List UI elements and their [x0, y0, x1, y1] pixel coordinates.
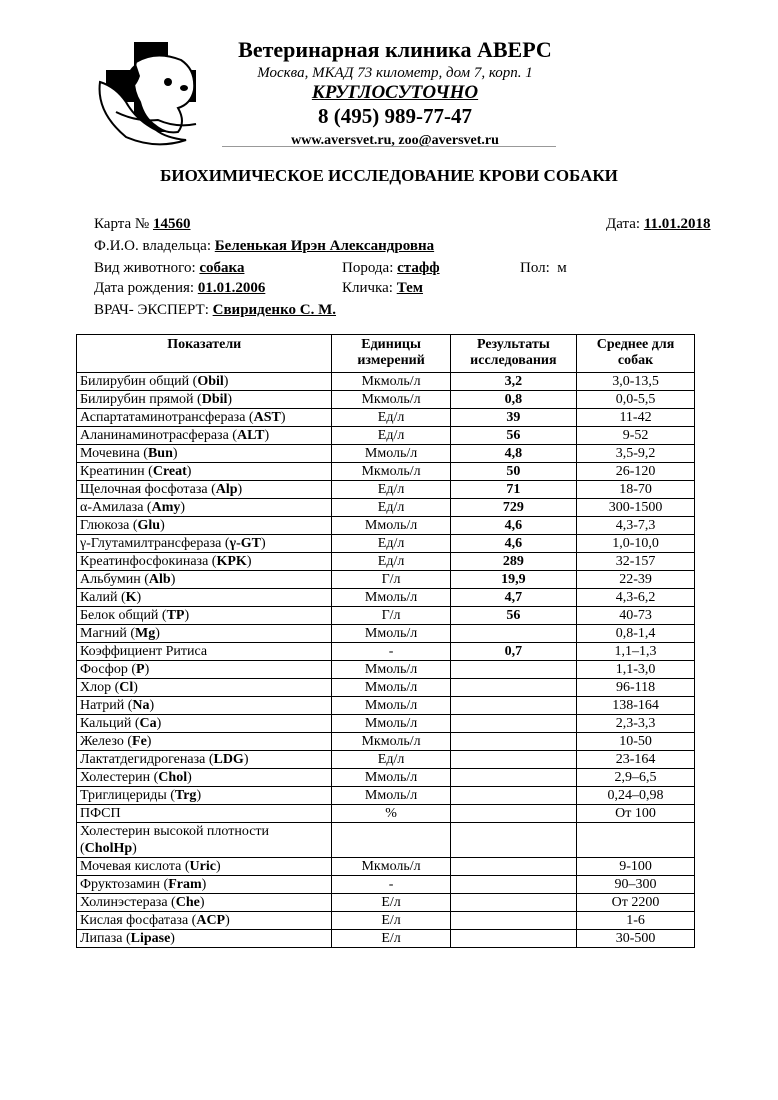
indicator-code: ACP	[196, 912, 226, 928]
norm-cell: 138-164	[577, 697, 695, 715]
indicator-label: Мочевая кислота (	[80, 858, 190, 874]
indicator-code: Fram	[168, 876, 202, 892]
results-table	[76, 334, 695, 948]
result-cell: 50	[450, 463, 576, 481]
table-row	[77, 876, 695, 894]
clinic-address: Москва, МКАД 73 километр, дом 7, корп. 1	[257, 65, 533, 81]
indicator-tail: )	[199, 894, 205, 910]
indicator-name	[77, 805, 332, 823]
indicator-tail: )	[260, 535, 266, 551]
result-cell: 4,7	[450, 589, 576, 607]
table-row	[77, 373, 695, 391]
result-cell	[450, 930, 576, 948]
indicator-tail: )	[280, 409, 286, 425]
norm-cell: 3,0-13,5	[577, 373, 695, 391]
indicator-tail: )	[201, 876, 207, 892]
table-row	[77, 823, 695, 858]
norm-cell: 32-157	[577, 553, 695, 571]
birth-date	[94, 278, 265, 298]
breed-label: Порода:	[342, 260, 394, 276]
unit-cell: Ед/л	[332, 553, 450, 571]
owner-value: Беленькая Ирэн Александровна	[214, 238, 435, 254]
indicator-tail: )	[180, 499, 186, 515]
indicator-code: Amy	[151, 499, 181, 515]
indicator-code: Che	[175, 894, 200, 910]
col-header-indicator: Показатели	[77, 335, 332, 373]
indicator-label: Фосфор (	[80, 661, 137, 677]
indicator-tail: )	[196, 787, 202, 803]
species-label: Вид животного:	[94, 260, 196, 276]
norm-cell: 0,24–0,98	[577, 787, 695, 805]
indicator-label: Альбумин (	[80, 571, 149, 587]
table-row	[77, 858, 695, 876]
indicator-name	[77, 481, 332, 499]
table-row	[77, 499, 695, 517]
indicator-tail: )	[136, 589, 142, 605]
indicator-tail: )	[160, 517, 165, 533]
table-row	[77, 427, 695, 445]
result-cell	[450, 679, 576, 697]
table-row	[77, 445, 695, 463]
indicator-label: ПФСП	[80, 805, 121, 821]
indicator-label: Креатинин (	[80, 463, 153, 479]
result-cell	[450, 876, 576, 894]
table-row	[77, 643, 695, 661]
indicator-label: Холинэстераза (	[80, 894, 176, 910]
unit-cell: Ммоль/л	[332, 445, 450, 463]
indicator-label: Креатинфосфокиназа (	[80, 553, 217, 569]
indicator-code: Bun	[147, 445, 173, 461]
result-cell	[450, 823, 576, 858]
table-row	[77, 409, 695, 427]
indicator-label: Холестерин высокой плотности (	[80, 824, 270, 856]
table-row	[77, 625, 695, 643]
indicator-label: Лактатдегидрогеназа (	[80, 751, 214, 767]
date-value: 11.01.2018	[643, 216, 711, 232]
unit-cell: Ммоль/л	[332, 679, 450, 697]
unit-cell: Ммоль/л	[332, 589, 450, 607]
indicator-label: Хлор (	[80, 679, 120, 695]
sex-label: Пол:	[520, 260, 550, 276]
table-row	[77, 787, 695, 805]
norm-cell: 1-6	[577, 912, 695, 930]
norm-cell: 96-118	[577, 679, 695, 697]
indicator-tail: )	[155, 625, 160, 641]
indicator-code: KPK	[216, 553, 247, 569]
unit-cell: Ед/л	[332, 751, 450, 769]
indicator-name	[77, 373, 332, 391]
doctor-value: Свириденко С. М.	[212, 302, 337, 318]
indicator-tail: )	[144, 661, 150, 677]
unit-cell: Мкмоль/л	[332, 373, 450, 391]
unit-cell: Ммоль/л	[332, 787, 450, 805]
unit-cell: Ед/л	[332, 535, 450, 553]
indicator-name	[77, 607, 332, 625]
indicator-code: Mg	[135, 625, 156, 641]
norm-cell: 30-500	[577, 930, 695, 948]
result-cell: 4,8	[450, 445, 576, 463]
indicator-code: Cl	[119, 679, 134, 695]
table-row	[77, 391, 695, 409]
table-row	[77, 571, 695, 589]
clinic-phone: 8 (495) 989-77-47	[318, 104, 472, 128]
norm-cell: От 2200	[577, 894, 695, 912]
card-value: 14560	[152, 216, 191, 232]
indicator-code: LDG	[213, 751, 244, 767]
unit-cell: Ед/л	[332, 409, 450, 427]
owner	[94, 236, 434, 256]
indicator-tail: )	[187, 769, 192, 785]
indicator-code: Lipase	[130, 930, 171, 946]
date-label: Дата:	[606, 216, 641, 232]
owner-label: Ф.И.О. владельца:	[94, 238, 212, 254]
indicator-tail: )	[225, 912, 230, 928]
nickname	[342, 278, 423, 298]
indicator-code: P	[136, 661, 145, 677]
indicator-code: AST	[253, 409, 281, 425]
clinic-logo-icon	[96, 42, 226, 152]
indicator-label: Мочевина (	[80, 445, 148, 461]
clinic-header	[230, 38, 560, 150]
result-cell	[450, 805, 576, 823]
indicator-name	[77, 697, 332, 715]
indicator-label: Белок общий (	[80, 607, 167, 623]
unit-cell: Ммоль/л	[332, 697, 450, 715]
indicator-code: Alp	[215, 481, 238, 497]
result-cell: 729	[450, 499, 576, 517]
norm-cell: 1,0-10,0	[577, 535, 695, 553]
indicator-name	[77, 445, 332, 463]
indicator-label: Кислая фосфатаза (	[80, 912, 197, 928]
indicator-tail: )	[156, 715, 162, 731]
unit-cell: Ммоль/л	[332, 769, 450, 787]
indicator-label: Натрий (	[80, 697, 133, 713]
result-cell: 71	[450, 481, 576, 499]
indicator-tail: )	[237, 481, 243, 497]
doctor-label: ВРАЧ- ЭКСПЕРТ:	[94, 302, 209, 318]
indicator-tail: )	[246, 553, 252, 569]
indicator-code: Alb	[148, 571, 171, 587]
table-row	[77, 697, 695, 715]
unit-cell: Мкмоль/л	[332, 391, 450, 409]
indicator-name	[77, 858, 332, 876]
table-row	[77, 930, 695, 948]
indicator-code: Creat	[152, 463, 187, 479]
doctor	[94, 300, 336, 320]
table-header-row	[77, 335, 695, 373]
indicator-code: Fe	[132, 733, 147, 749]
indicator-label: Магний (	[80, 625, 136, 641]
indicator-tail: )	[243, 751, 249, 767]
indicator-label: Глюкоза (	[80, 517, 138, 533]
unit-cell: -	[332, 876, 450, 894]
indicator-tail: )	[133, 679, 138, 695]
table-row	[77, 589, 695, 607]
indicator-label: Фруктозамин (	[80, 876, 169, 892]
dob-value: 01.01.2006	[197, 280, 266, 296]
unit-cell: Ед/л	[332, 499, 450, 517]
indicator-name	[77, 427, 332, 445]
indicator-label: Щелочная фосфотаза (	[80, 481, 216, 497]
indicator-tail: )	[223, 373, 229, 389]
indicator-label: Аспартатаминотрансфераза (	[80, 409, 254, 425]
col-header-norm: Среднее для собак	[577, 335, 695, 373]
indicator-name	[77, 661, 332, 679]
unit-cell	[332, 823, 450, 858]
result-cell: 3,2	[450, 373, 576, 391]
indicator-tail: )	[149, 697, 155, 713]
indicator-name	[77, 787, 332, 805]
indicator-name	[77, 876, 332, 894]
result-cell: 289	[450, 553, 576, 571]
indicator-code: K	[125, 589, 137, 605]
indicator-tail: )	[184, 607, 190, 623]
indicator-label: Липаза (	[80, 930, 131, 946]
indicator-label: Холестерин (	[80, 769, 159, 785]
result-cell: 56	[450, 607, 576, 625]
unit-cell: %	[332, 805, 450, 823]
indicator-tail: )	[186, 463, 192, 479]
norm-cell: 4,3-7,3	[577, 517, 695, 535]
nick-label: Кличка:	[342, 280, 393, 296]
indicator-code: TP	[166, 607, 185, 623]
indicator-label: Билирубин общий (	[80, 373, 198, 389]
indicator-label: Аланинаминотрасфераза (	[80, 427, 237, 443]
unit-cell: -	[332, 643, 450, 661]
unit-cell: Г/л	[332, 571, 450, 589]
indicator-name	[77, 625, 332, 643]
indicator-name	[77, 463, 332, 481]
norm-cell: 22-39	[577, 571, 695, 589]
table-row	[77, 894, 695, 912]
indicator-code: Obil	[197, 373, 224, 389]
norm-cell: 11-42	[577, 409, 695, 427]
table-row	[77, 463, 695, 481]
norm-cell: 2,9–6,5	[577, 769, 695, 787]
norm-cell: 300-1500	[577, 499, 695, 517]
table-row	[77, 912, 695, 930]
dob-label: Дата рождения:	[94, 280, 195, 296]
table-row	[77, 517, 695, 535]
table-row	[77, 679, 695, 697]
breed	[342, 258, 440, 278]
norm-cell: 2,3-3,3	[577, 715, 695, 733]
norm-cell: 1,1-3,0	[577, 661, 695, 679]
table-row	[77, 535, 695, 553]
indicator-label: Кальций (	[80, 715, 140, 731]
indicator-name	[77, 535, 332, 553]
indicator-name	[77, 589, 332, 607]
indicator-code: Ca	[139, 715, 157, 731]
indicator-name	[77, 912, 332, 930]
indicator-code: Uric	[189, 858, 216, 874]
indicator-label: Триглицериды (	[80, 787, 175, 803]
indicator-tail: )	[132, 841, 137, 856]
indicator-code: Na	[132, 697, 150, 713]
indicator-code: Dbil	[201, 391, 228, 407]
indicator-name	[77, 517, 332, 535]
indicator-name	[77, 769, 332, 787]
unit-cell: Ммоль/л	[332, 715, 450, 733]
indicator-code: CholHp	[84, 841, 133, 856]
clinic-name: Ветеринарная клиника АВЕРС	[238, 37, 552, 62]
species-value: собака	[199, 260, 245, 276]
table-row	[77, 661, 695, 679]
unit-cell: Е/л	[332, 930, 450, 948]
unit-cell: Ммоль/л	[332, 625, 450, 643]
norm-cell: 0,0-5,5	[577, 391, 695, 409]
breed-value: стафф	[397, 260, 440, 276]
indicator-name	[77, 930, 332, 948]
result-cell: 4,6	[450, 535, 576, 553]
result-cell: 19,9	[450, 571, 576, 589]
header-divider	[222, 146, 556, 147]
indicator-label: Коэффициент Ритиса	[80, 643, 208, 659]
indicator-tail: )	[146, 733, 152, 749]
norm-cell: 10-50	[577, 733, 695, 751]
species	[94, 258, 244, 278]
col-header-units: Единицы измерений	[332, 335, 450, 373]
result-cell	[450, 697, 576, 715]
indicator-name	[77, 571, 332, 589]
table-row	[77, 733, 695, 751]
result-cell	[450, 769, 576, 787]
unit-cell: Ед/л	[332, 427, 450, 445]
indicator-tail: )	[264, 427, 270, 443]
col-header-results: Результаты исследования	[450, 335, 576, 373]
indicator-name	[77, 409, 332, 427]
norm-cell: 40-73	[577, 607, 695, 625]
indicator-code: Chol	[158, 769, 188, 785]
indicator-label: Билирубин прямой (	[80, 391, 202, 407]
date	[606, 214, 711, 234]
document-title: БИОХИМИЧЕСКОЕ ИССЛЕДОВАНИЕ КРОВИ СОБАКИ	[160, 166, 618, 185]
indicator-name	[77, 391, 332, 409]
indicator-name	[77, 823, 332, 858]
norm-cell: 9-100	[577, 858, 695, 876]
unit-cell: Мкмоль/л	[332, 858, 450, 876]
norm-cell: От 100	[577, 805, 695, 823]
indicator-code: γ-GT	[229, 535, 261, 551]
indicator-name	[77, 553, 332, 571]
indicator-name	[77, 643, 332, 661]
table-row	[77, 481, 695, 499]
unit-cell: Ммоль/л	[332, 661, 450, 679]
result-cell: 0,7	[450, 643, 576, 661]
unit-cell: Е/л	[332, 894, 450, 912]
norm-cell: 18-70	[577, 481, 695, 499]
indicator-name	[77, 715, 332, 733]
card-number	[94, 214, 190, 234]
clinic-hours: КРУГЛОСУТОЧНО	[311, 82, 479, 103]
result-cell	[450, 751, 576, 769]
result-cell: 56	[450, 427, 576, 445]
unit-cell: Ед/л	[332, 481, 450, 499]
indicator-name	[77, 894, 332, 912]
sex	[520, 258, 567, 278]
indicator-tail: )	[172, 445, 178, 461]
table-row	[77, 715, 695, 733]
result-cell: 4,6	[450, 517, 576, 535]
table-row	[77, 805, 695, 823]
result-cell	[450, 894, 576, 912]
unit-cell: Мкмоль/л	[332, 733, 450, 751]
indicator-name	[77, 499, 332, 517]
indicator-name	[77, 679, 332, 697]
indicator-code: Glu	[137, 517, 161, 533]
result-cell	[450, 912, 576, 930]
table-row	[77, 607, 695, 625]
indicator-name	[77, 733, 332, 751]
result-cell	[450, 661, 576, 679]
norm-cell: 9-52	[577, 427, 695, 445]
result-cell	[450, 858, 576, 876]
indicator-label: γ-Глутамилтрансфераза (	[80, 535, 230, 551]
norm-cell: 4,3-6,2	[577, 589, 695, 607]
result-cell: 0,8	[450, 391, 576, 409]
unit-cell: Г/л	[332, 607, 450, 625]
table-row	[77, 553, 695, 571]
result-cell: 39	[450, 409, 576, 427]
indicator-tail: )	[170, 571, 176, 587]
indicator-tail: )	[215, 858, 221, 874]
clinic-web: www.aversvet.ru, zoo@aversvet.ru	[291, 133, 499, 148]
sex-value: м	[557, 260, 567, 276]
indicator-label: α-Амилаза (	[80, 499, 152, 515]
indicator-label: Железо (	[80, 733, 133, 749]
norm-cell: 23-164	[577, 751, 695, 769]
unit-cell: Мкмоль/л	[332, 463, 450, 481]
nick-value: Тем	[396, 280, 424, 296]
table-row	[77, 751, 695, 769]
table-row	[77, 769, 695, 787]
card-label: Карта №	[94, 216, 150, 232]
indicator-code: ALT	[236, 427, 265, 443]
result-cell	[450, 715, 576, 733]
indicator-tail: )	[170, 930, 175, 946]
indicator-label: Калий (	[80, 589, 126, 605]
norm-cell: 1,1–1,3	[577, 643, 695, 661]
indicator-tail: )	[227, 391, 233, 407]
norm-cell: 26-120	[577, 463, 695, 481]
norm-cell: 0,8-1,4	[577, 625, 695, 643]
result-cell	[450, 733, 576, 751]
indicator-code: Trg	[174, 787, 197, 803]
norm-cell	[577, 823, 695, 858]
norm-cell: 3,5-9,2	[577, 445, 695, 463]
indicator-name	[77, 751, 332, 769]
norm-cell: 90–300	[577, 876, 695, 894]
unit-cell: Ммоль/л	[332, 517, 450, 535]
result-cell	[450, 787, 576, 805]
result-cell	[450, 625, 576, 643]
unit-cell: Е/л	[332, 912, 450, 930]
